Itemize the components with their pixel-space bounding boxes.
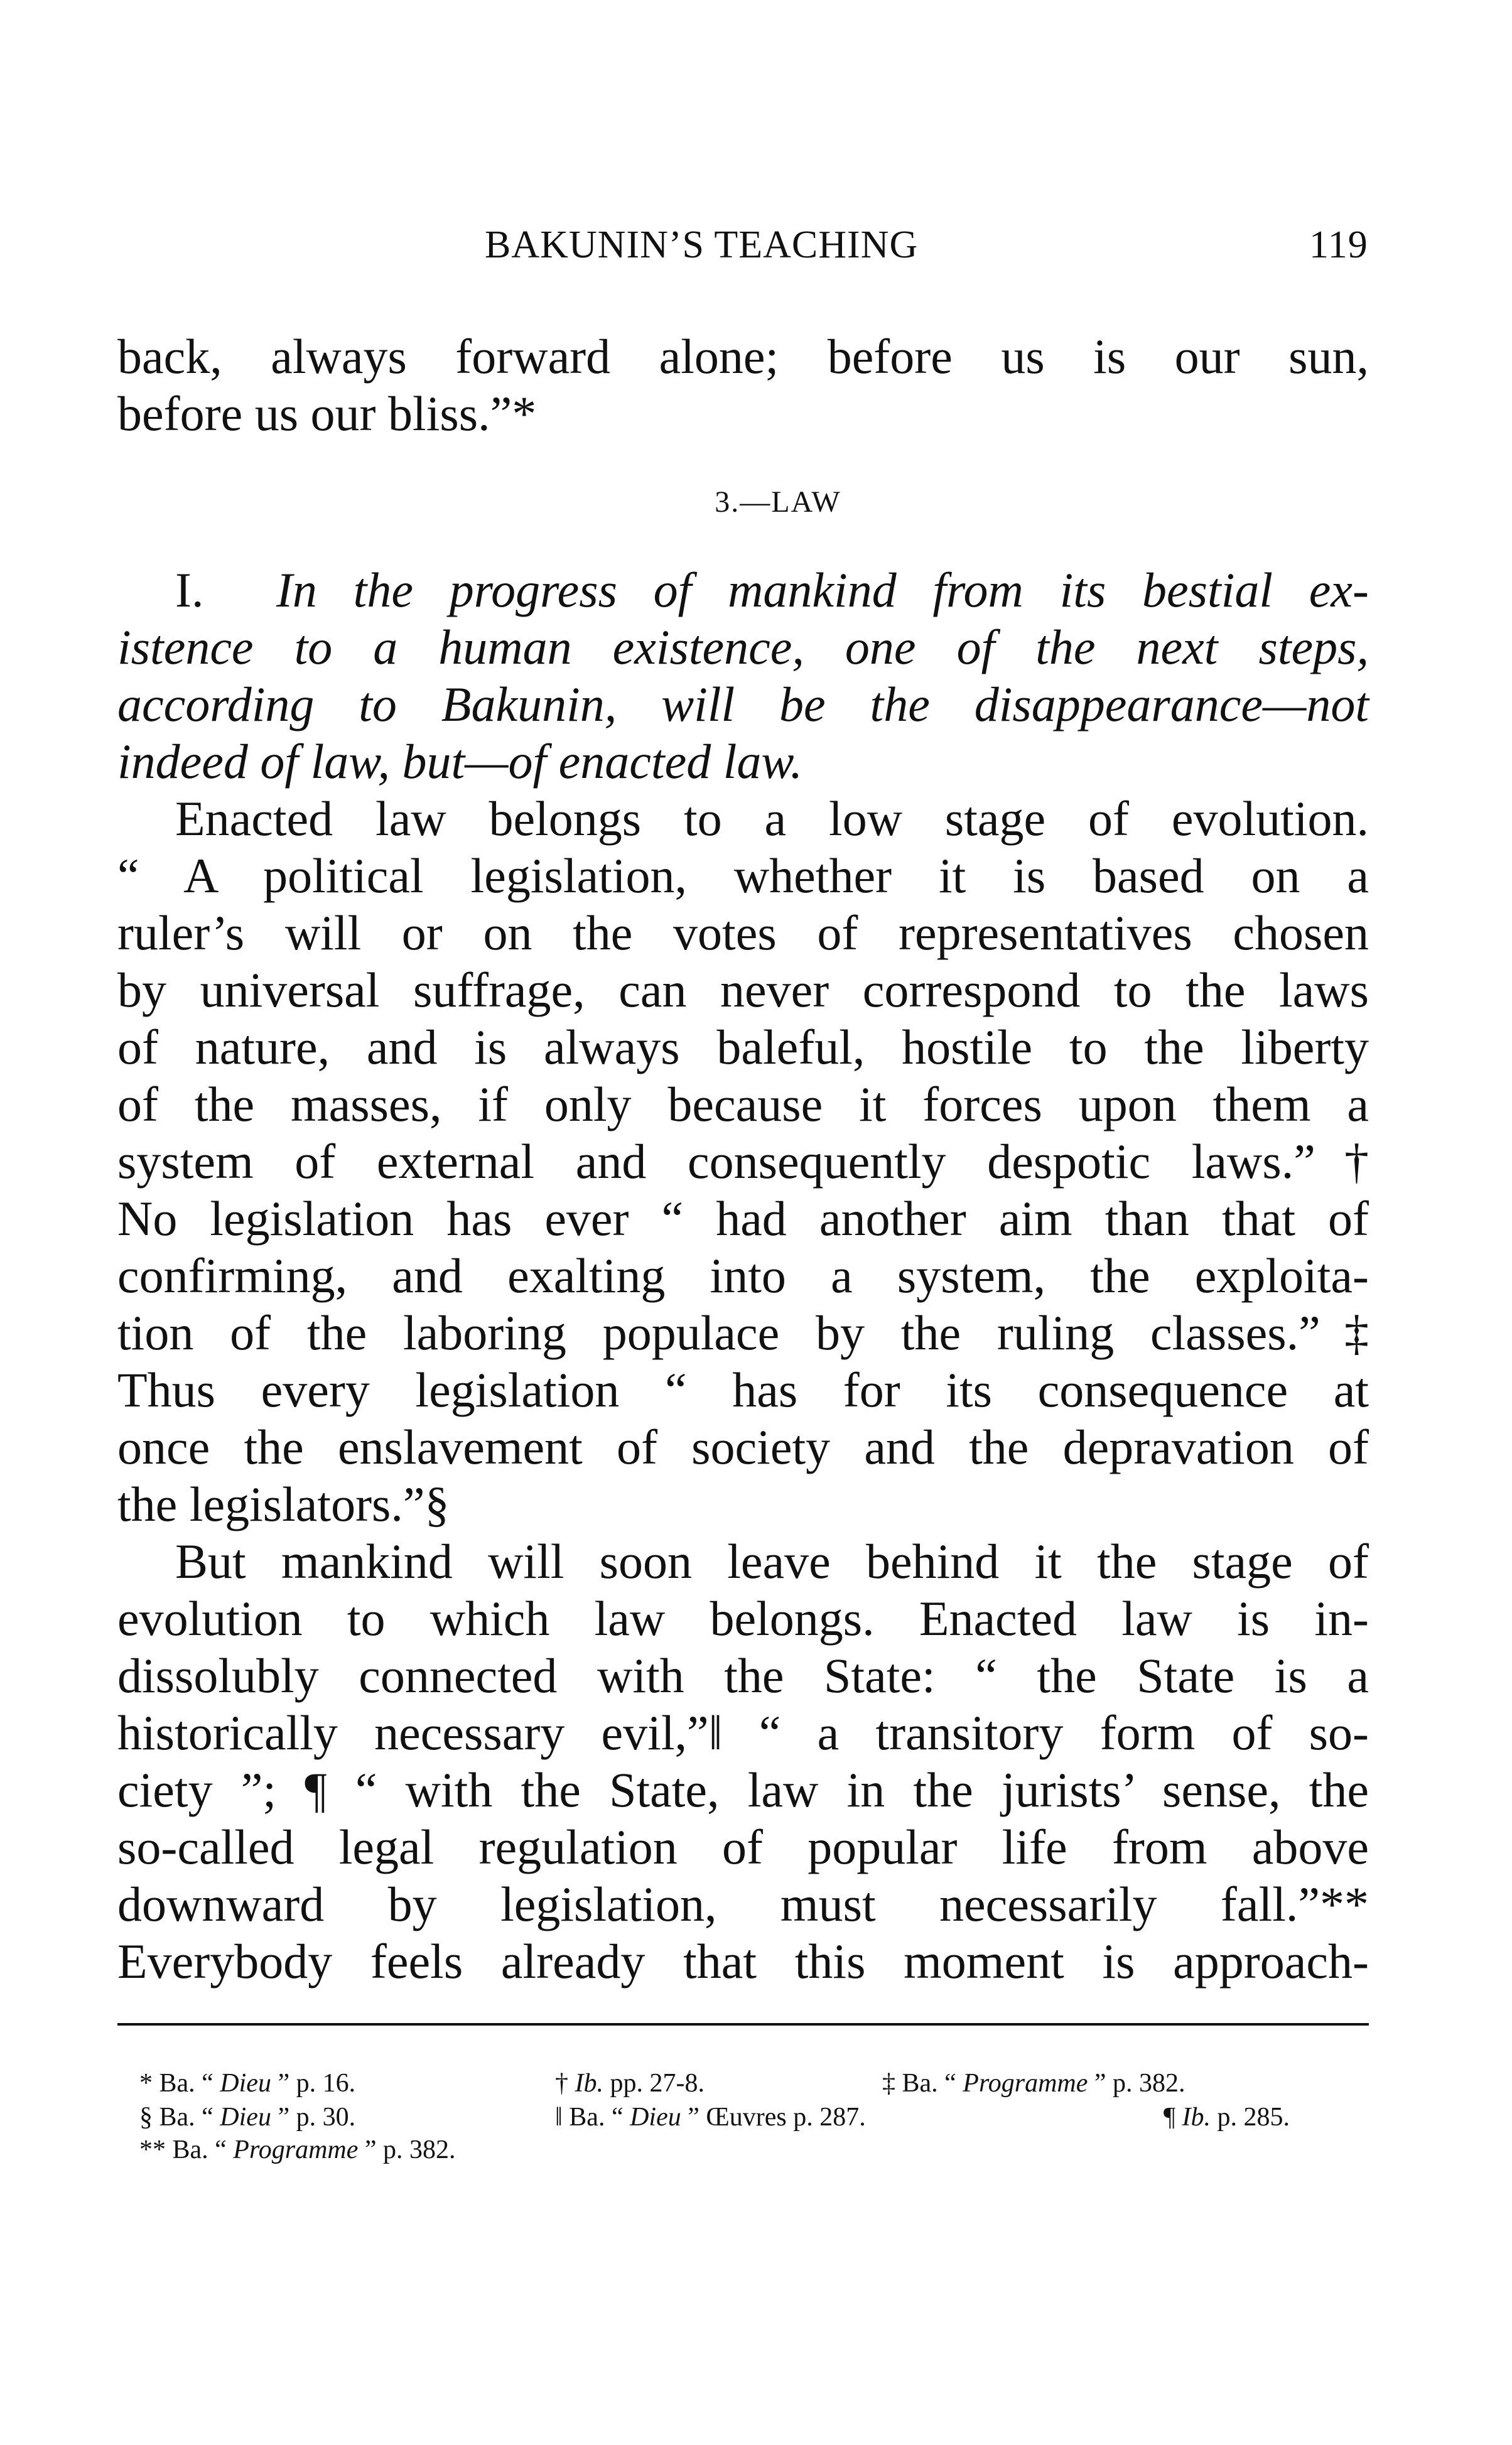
- footnote-text: Ba. “: [562, 2103, 630, 2132]
- footnote-text: ” p. 16.: [271, 2069, 356, 2098]
- footnote: [139, 2068, 355, 2099]
- text-line: once the enslavement of society and the depravation of: [117, 1420, 1369, 1474]
- text-line: back, always forward alone; before us is our sun,: [117, 329, 1369, 384]
- footnote-text: pp. 27-8.: [603, 2069, 705, 2098]
- footnote-text: ” Œuvres p. 287.: [681, 2103, 866, 2132]
- footnote: [139, 2102, 355, 2133]
- footnote-text: [1175, 2103, 1182, 2132]
- text-line: ciety ”; ¶ “ with the State, law in the jurists’ sense, the: [117, 1762, 1369, 1817]
- text-line: by universal suffrage, can never correspond to the laws: [117, 963, 1369, 1017]
- text-line: Enacted law belongs to a low stage of evolution.: [175, 791, 1369, 846]
- text-line: downward by legislation, must necessarily fall.”**: [117, 1877, 1369, 1931]
- footnote-divider: [117, 2023, 1369, 2026]
- text-line: Thus every legislation “ has for its consequence at: [117, 1363, 1369, 1417]
- footnote-text: Ba. “: [166, 2135, 234, 2164]
- text-line: No legislation has ever “ had another aim than that of: [117, 1191, 1369, 1246]
- text-line: of nature, and is always baleful, hostile to the liberty: [117, 1020, 1369, 1074]
- main-text: [117, 561, 1369, 1990]
- footnote-text: p. 285.: [1211, 2103, 1290, 2132]
- footnote-title: Programme: [963, 2069, 1088, 2098]
- text-line: before us our bliss.”*: [117, 386, 537, 441]
- footnote-mark: *: [139, 2069, 153, 2098]
- footnote: [139, 2134, 456, 2166]
- footnote-text: ” p. 382.: [358, 2135, 456, 2164]
- text-line: Everybody feels already that this moment is approach-: [117, 1934, 1369, 1989]
- footnote: [555, 2102, 866, 2133]
- proposition-number: I.: [175, 563, 204, 617]
- footnote-mark: §: [139, 2103, 153, 2132]
- footnote: [555, 2068, 705, 2099]
- footnote-mark: ‖: [555, 2103, 563, 2132]
- text-line: But mankind will soon leave behind it the stage of: [175, 1534, 1369, 1589]
- running-head: BAKUNIN’S TEACHING: [485, 224, 919, 266]
- footnote-title: Ib.: [1182, 2103, 1211, 2132]
- footnote-mark: ¶: [1164, 2103, 1176, 2132]
- footnote-mark: ‡: [882, 2069, 895, 2098]
- proposition-line: indeed of law, but—of enacted law.: [117, 734, 803, 789]
- page-number: 119: [1309, 224, 1368, 266]
- footnote-title: Dieu: [630, 2103, 681, 2132]
- footnote-text: ” p. 30.: [271, 2103, 356, 2132]
- text-line: ruler’s will or on the votes of representatives chosen: [117, 905, 1369, 960]
- footnote-text: Ba. “: [895, 2069, 963, 2098]
- text-line: the legislators.”§: [117, 1477, 450, 1531]
- proposition-line: [117, 561, 1369, 618]
- footnote: [882, 2068, 1185, 2099]
- text-line: confirming, and exalting into a system, the exploita-: [117, 1248, 1369, 1303]
- footnote-title: Programme: [233, 2135, 359, 2164]
- text-line: system of external and consequently despotic laws.”†: [117, 1134, 1369, 1189]
- opening-paragraph: [117, 328, 1369, 442]
- footnote: [1164, 2102, 1290, 2133]
- footnote-title: Dieu: [220, 2103, 271, 2132]
- footnote-text: Ba. “: [153, 2103, 220, 2132]
- footnote-text: Ba. “: [153, 2069, 220, 2098]
- footnote-mark: **: [139, 2135, 166, 2164]
- proposition-line: according to Bakunin, will be the disappearance—not: [117, 677, 1369, 731]
- footnote-mark: †: [555, 2069, 568, 2098]
- proposition-text: In the progress of mankind from its bestial ex-: [276, 563, 1369, 617]
- proposition-line: istence to a human existence, one of the next steps,: [117, 620, 1369, 674]
- text-line: “ A political legislation, whether it is based on a: [117, 848, 1369, 903]
- footnote-text: ” p. 382.: [1088, 2069, 1185, 2098]
- section-heading: 3.—LAW: [715, 485, 841, 519]
- footnote-title: Ib.: [575, 2069, 603, 2098]
- text-line: dissolubly connected with the State: “ the State is a: [117, 1648, 1369, 1703]
- text-line: so-called legal regulation of popular life from above: [117, 1820, 1369, 1874]
- text-line: tion of the laboring populace by the ruling classes.”‡: [117, 1305, 1369, 1360]
- text-line: of the masses, if only because it forces upon them a: [117, 1077, 1369, 1131]
- footnote-text: [568, 2069, 575, 2098]
- footnote-title: Dieu: [220, 2069, 271, 2098]
- text-line: evolution to which law belongs. Enacted law is in-: [117, 1591, 1369, 1646]
- text-line: historically necessary evil,”‖ “ a transitory form of so-: [117, 1705, 1369, 1760]
